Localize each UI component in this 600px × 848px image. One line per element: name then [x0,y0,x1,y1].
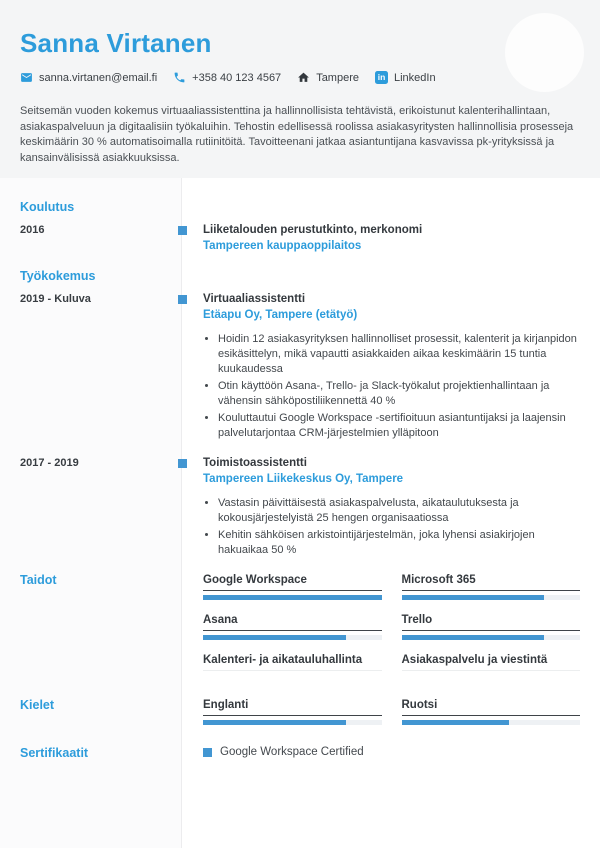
contact-linkedin[interactable] [375,71,436,84]
contact-phone-text: +358 40 123 4567 [192,71,282,84]
language-level-bar [402,720,581,725]
skill-level-bar [203,595,382,600]
skill-name: Microsoft 365 [402,573,581,591]
skill-level-bar [402,635,581,640]
timeline-marker-icon [178,295,187,304]
skill-name: Asiakaspalvelu ja viestintä [402,653,581,671]
job1-bullet: • Otin käyttöön Asana-, Trello- ja Slack-työkalut projektienhallintaan ja vähensin sähköpostiliikennettä 40 % [218,379,580,409]
job2-title: Toimistoassistentti [203,457,307,469]
skill-level-bar [402,595,581,600]
contact-linkedin-text: LinkedIn [393,71,436,84]
job2-bullet: • Kehitin sähköisen arkistointijärjestelmän, joka lyhensi asiakirjojen hakuaikaa 50 % [218,528,580,558]
skill-name: Trello [402,613,581,631]
contact-email-text: sanna.virtanen@email.fi [39,71,158,84]
job1-entry [203,292,580,441]
home-icon [297,71,310,84]
skill-level-bar [203,635,382,640]
job2-highlights [203,496,580,558]
education-degree: Liiketalouden perustutkinto, merkonomi [203,224,423,236]
skill-name: Asana [203,613,382,631]
job1-date: 2019 - Kuluva [20,293,91,305]
language-name: Englanti [203,698,382,716]
job1-title: Virtuaaliassistentti [203,293,306,305]
job1-bullet: • Hoidin 12 asiakasyrityksen hallinnolliset prosessit, kalenterit ja kirjanpidon esikäsittelyn, mikä vapautti asiakkaiden aikaa keskimäärin 15 tuntia kuukaudessa [218,332,580,377]
contact-email[interactable] [20,71,157,84]
education-school: Tampereen kauppaoppilaitos [203,239,362,252]
skills-grid [203,573,580,680]
skill-item [203,573,382,600]
page-title: Sanna Virtanen [20,28,212,58]
phone-icon [173,71,186,84]
section-label-languages: Kielet [20,698,55,712]
linkedin-icon: in [375,71,388,84]
language-item [203,698,382,725]
profile-summary: Seitsemän vuoden kokemus virtuaaliassistenttina ja hallinnollisista tehtävistä, erikoistunut kalenterihallintaan, asiakaspalveluun ja digitaalisiin työkaluihin. Tehostin edellisessä roolissa asiakasyritysten hallinnollisia prosesseja keskimäärin 30 % automatisoimalla rutiinitöitä. Tavoitteenani jatkaa asiantuntijana kasvavissa pk-yrityksissä ja kansainvälisissä asiakkuuksissa. [20,105,574,165]
language-item [402,698,581,725]
resume-body [0,178,600,848]
skill-item [402,653,581,680]
contact-location [297,71,359,84]
skill-item [402,573,581,600]
education-date: 2016 [20,224,45,236]
job1-highlights [203,332,580,441]
avatar [505,13,584,92]
job1-bullet: • Kouluttautui Google Workspace -sertifioituun asiantuntijaksi ja laajensin palvelutarjontaa CRM-järjestelmien ylläpitoon [218,411,580,441]
job2-date: 2017 - 2019 [20,457,79,469]
section-label-education: Koulutus [20,200,75,214]
job2-entry [203,456,580,558]
contact-row [20,71,580,84]
section-label-experience: Työkokemus [20,269,96,283]
skill-name: Kalenteri- ja aikatauluhallinta [203,653,382,671]
resume-header [0,0,600,178]
section-label-certifications: Sertifikaatit [20,746,89,760]
certification-name: Google Workspace Certified [220,746,364,758]
job2-bullet: • Vastasin päivittäisestä asiakaspalvelusta, aikataulutuksesta ja kokousjärjestelyistä 25 hengen organisaatiossa [218,496,580,526]
contact-phone [173,71,281,84]
timeline-marker-icon [178,459,187,468]
certification-item [203,746,580,758]
job1-company: Etäapu Oy, Tampere (etätyö) [203,308,358,321]
skill-name: Google Workspace [203,573,382,591]
language-level-bar [203,720,382,725]
skill-item [203,613,382,640]
languages-grid [203,698,580,725]
language-name: Ruotsi [402,698,581,716]
timeline-marker-icon [178,226,187,235]
education-entry [203,223,580,254]
bullet-square-icon [203,748,212,757]
contact-location-text: Tampere [316,71,359,84]
job2-company: Tampereen Liikekeskus Oy, Tampere [203,472,404,485]
skill-item [402,613,581,640]
section-label-skills: Taidot [20,573,57,587]
email-icon [20,71,33,84]
skill-item [203,653,382,680]
